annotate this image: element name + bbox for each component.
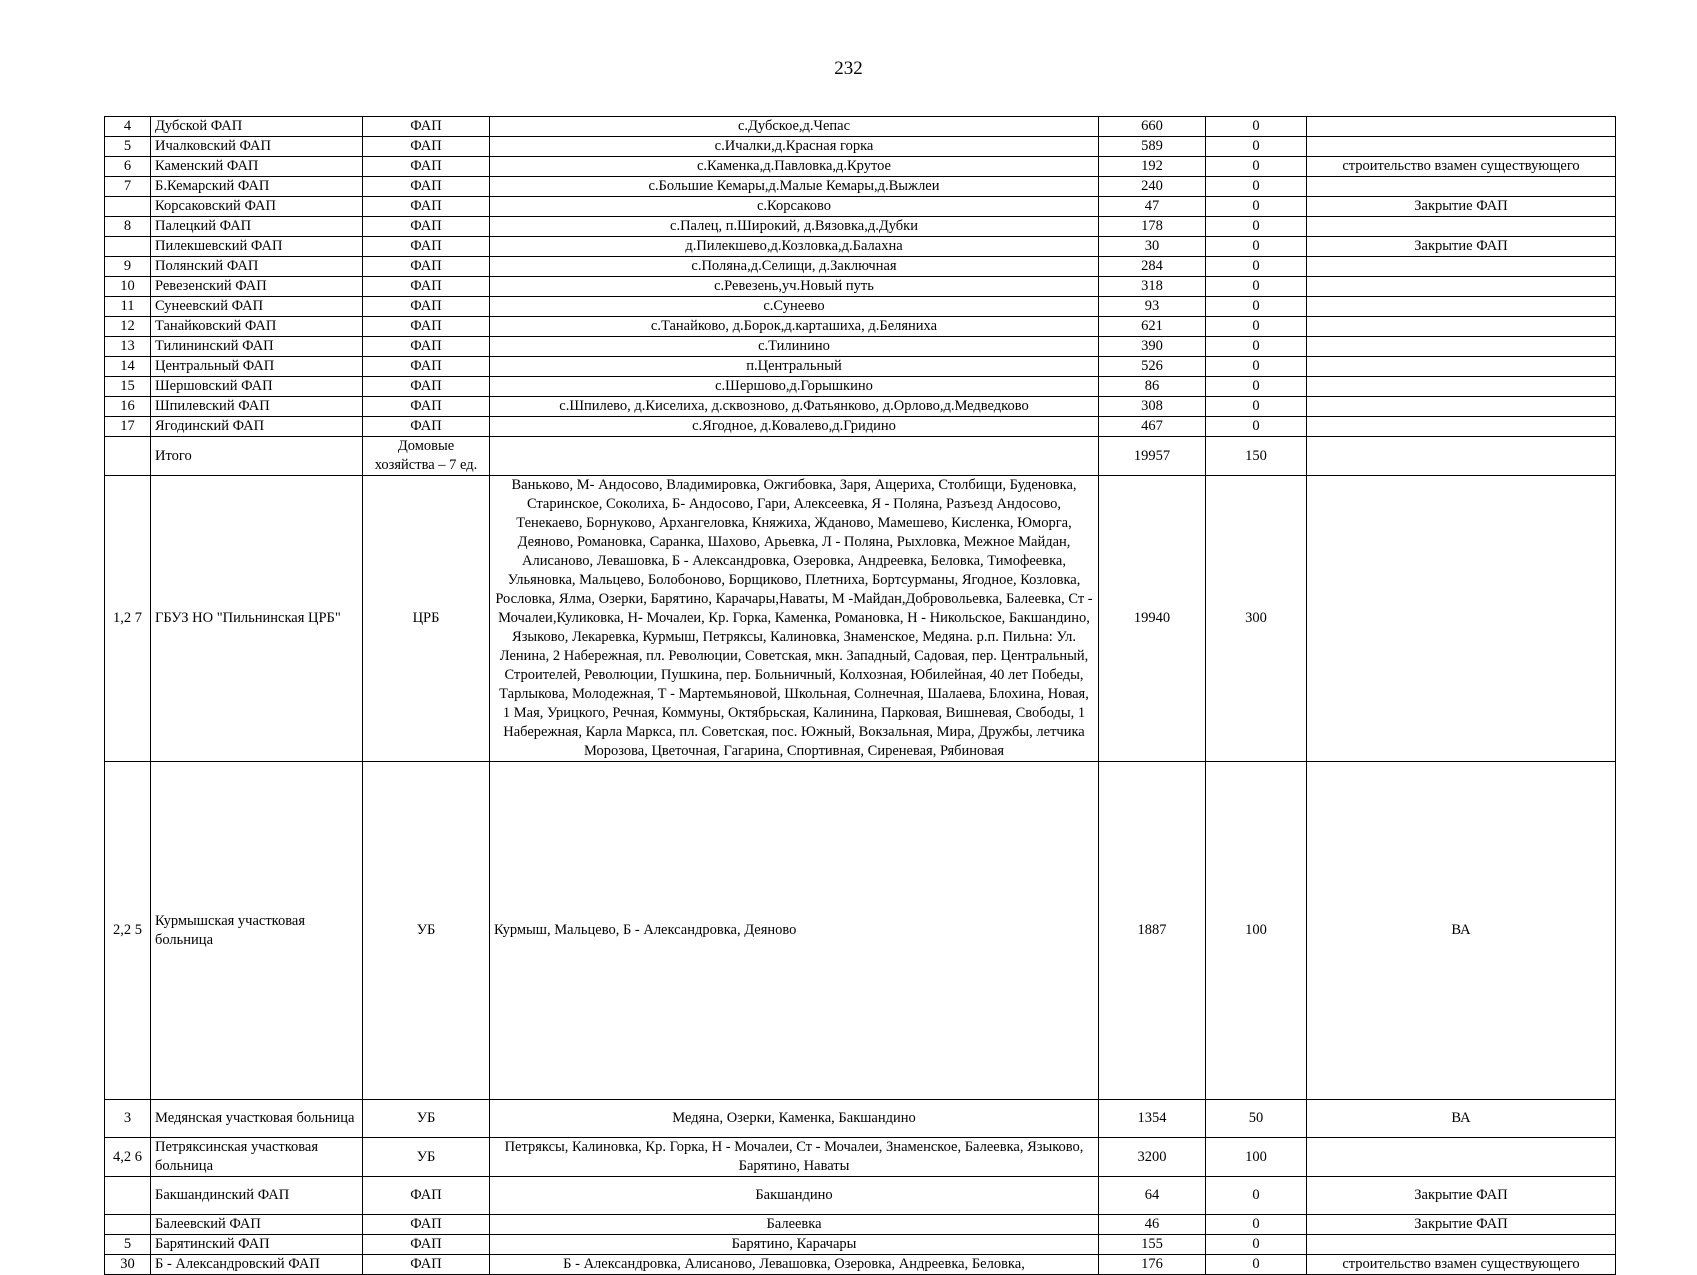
population-cell: 47: [1099, 197, 1206, 217]
note-cell: [1307, 217, 1616, 237]
population-cell: 318: [1099, 277, 1206, 297]
facility-name-cell: Балеевский ФАП: [151, 1215, 363, 1235]
beds-cell: 100: [1206, 762, 1307, 1100]
table-row: [105, 1138, 1616, 1177]
row-number-cell: 1,2 7: [105, 476, 151, 762]
beds-cell: 0: [1206, 157, 1307, 177]
facility-type-cell: ФАП: [363, 337, 490, 357]
facility-type-cell: УБ: [363, 762, 490, 1100]
table-row: [105, 317, 1616, 337]
facility-type-cell: ФАП: [363, 117, 490, 137]
note-cell: [1307, 337, 1616, 357]
facility-name-cell: Палецкий ФАП: [151, 217, 363, 237]
row-number-cell: 3: [105, 1100, 151, 1138]
facility-type-cell: ФАП: [363, 217, 490, 237]
settlements-cell: с.Дубское,д.Чепас: [490, 117, 1099, 137]
population-cell: 64: [1099, 1177, 1206, 1215]
table-row: [105, 357, 1616, 377]
facility-type-cell: ФАП: [363, 157, 490, 177]
facility-name-cell: Ревезенский ФАП: [151, 277, 363, 297]
settlements-cell: с.Корсаково: [490, 197, 1099, 217]
beds-cell: 0: [1206, 377, 1307, 397]
population-cell: 176: [1099, 1255, 1206, 1275]
table-row: [105, 476, 1616, 762]
facility-name-cell: Ичалковский ФАП: [151, 137, 363, 157]
facility-type-cell: ФАП: [363, 377, 490, 397]
settlements-cell: п.Центральный: [490, 357, 1099, 377]
population-cell: 660: [1099, 117, 1206, 137]
beds-cell: 0: [1206, 217, 1307, 237]
table-row: [105, 237, 1616, 257]
facility-type-cell: ФАП: [363, 1177, 490, 1215]
population-cell: 19957: [1099, 437, 1206, 476]
row-number-cell: 12: [105, 317, 151, 337]
row-number-cell: 7: [105, 177, 151, 197]
settlements-cell: с.Тилинино: [490, 337, 1099, 357]
facility-type-cell: ФАП: [363, 197, 490, 217]
row-number-cell: 17: [105, 417, 151, 437]
beds-cell: 0: [1206, 277, 1307, 297]
population-cell: 526: [1099, 357, 1206, 377]
table-row: [105, 437, 1616, 476]
facility-type-cell: ФАП: [363, 237, 490, 257]
settlements-cell: Бакшандино: [490, 1177, 1099, 1215]
table-row: [105, 197, 1616, 217]
settlements-cell: с.Ичалки,д.Красная горка: [490, 137, 1099, 157]
facility-name-cell: Б - Александровский ФАП: [151, 1255, 363, 1275]
note-cell: [1307, 476, 1616, 762]
beds-cell: 0: [1206, 1255, 1307, 1275]
settlements-cell: с.Палец, п.Широкий, д.Вязовка,д.Дубки: [490, 217, 1099, 237]
note-cell: строительство взамен существующего: [1307, 157, 1616, 177]
table-row: [105, 117, 1616, 137]
population-cell: 284: [1099, 257, 1206, 277]
population-cell: 390: [1099, 337, 1206, 357]
beds-cell: 0: [1206, 1235, 1307, 1255]
population-cell: 86: [1099, 377, 1206, 397]
facility-type-cell: ФАП: [363, 297, 490, 317]
table-row: [105, 177, 1616, 197]
row-number-cell: [105, 437, 151, 476]
population-cell: 621: [1099, 317, 1206, 337]
population-cell: 46: [1099, 1215, 1206, 1235]
facility-name-cell: Бакшандинский ФАП: [151, 1177, 363, 1215]
facility-name-cell: Шпилевский ФАП: [151, 397, 363, 417]
row-number-cell: 15: [105, 377, 151, 397]
row-number-cell: 11: [105, 297, 151, 317]
table-row: [105, 217, 1616, 237]
population-cell: 3200: [1099, 1138, 1206, 1177]
note-cell: [1307, 137, 1616, 157]
facility-name-cell: Каменский ФАП: [151, 157, 363, 177]
facility-name-cell: Итого: [151, 437, 363, 476]
facility-type-cell: ФАП: [363, 1215, 490, 1235]
row-number-cell: 5: [105, 137, 151, 157]
note-cell: строительство взамен существующего: [1307, 1255, 1616, 1275]
note-cell: [1307, 117, 1616, 137]
facility-type-cell: ФАП: [363, 417, 490, 437]
facility-name-cell: Полянский ФАП: [151, 257, 363, 277]
note-cell: [1307, 297, 1616, 317]
note-cell: [1307, 417, 1616, 437]
table-row: [105, 157, 1616, 177]
table-row: [105, 397, 1616, 417]
beds-cell: 50: [1206, 1100, 1307, 1138]
row-number-cell: [105, 1177, 151, 1215]
facility-type-cell: ФАП: [363, 177, 490, 197]
row-number-cell: 10: [105, 277, 151, 297]
beds-cell: 0: [1206, 237, 1307, 257]
facility-name-cell: Курмышская участковая больница: [151, 762, 363, 1100]
note-cell: [1307, 277, 1616, 297]
note-cell: [1307, 377, 1616, 397]
table-row: [105, 137, 1616, 157]
beds-cell: 300: [1206, 476, 1307, 762]
beds-cell: 100: [1206, 1138, 1307, 1177]
population-cell: 178: [1099, 217, 1206, 237]
note-cell: [1307, 317, 1616, 337]
settlements-cell: с.Ягодное, д.Ковалево,д.Гридино: [490, 417, 1099, 437]
beds-cell: 0: [1206, 257, 1307, 277]
note-cell: [1307, 1138, 1616, 1177]
population-cell: 192: [1099, 157, 1206, 177]
settlements-cell: с.Поляна,д.Селищи, д.Заключная: [490, 257, 1099, 277]
beds-cell: 0: [1206, 417, 1307, 437]
row-number-cell: 4: [105, 117, 151, 137]
note-cell: [1307, 1235, 1616, 1255]
facility-type-cell: ФАП: [363, 277, 490, 297]
row-number-cell: 4,2 6: [105, 1138, 151, 1177]
facility-type-cell: ФАП: [363, 1235, 490, 1255]
beds-cell: 0: [1206, 297, 1307, 317]
facility-type-cell: ФАП: [363, 1255, 490, 1275]
row-number-cell: [105, 237, 151, 257]
facility-type-cell: ФАП: [363, 317, 490, 337]
note-cell: Закрытие ФАП: [1307, 237, 1616, 257]
population-cell: 19940: [1099, 476, 1206, 762]
facility-name-cell: Центральный ФАП: [151, 357, 363, 377]
table-row: [105, 1255, 1616, 1275]
settlements-cell: Петряксы, Калиновка, Кр. Горка, Н - Мочалеи, Ст - Мочалеи, Знаменское, Балеевка, Языково, Барятино, Наваты: [490, 1138, 1099, 1177]
settlements-cell: Барятино, Карачары: [490, 1235, 1099, 1255]
table-row: [105, 417, 1616, 437]
settlements-cell: с.Сунеево: [490, 297, 1099, 317]
population-cell: 93: [1099, 297, 1206, 317]
note-cell: Закрытие ФАП: [1307, 1215, 1616, 1235]
row-number-cell: 6: [105, 157, 151, 177]
note-cell: Закрытие ФАП: [1307, 1177, 1616, 1215]
facility-type-cell: ЦРБ: [363, 476, 490, 762]
facility-name-cell: Шершовский ФАП: [151, 377, 363, 397]
facility-name-cell: Ягодинский ФАП: [151, 417, 363, 437]
settlements-cell: с.Большие Кемары,д.Малые Кемары,д.Выжлеи: [490, 177, 1099, 197]
settlements-cell: с.Ревезень,уч.Новый путь: [490, 277, 1099, 297]
note-cell: [1307, 257, 1616, 277]
row-number-cell: 14: [105, 357, 151, 377]
settlements-cell: [490, 437, 1099, 476]
beds-cell: 0: [1206, 1177, 1307, 1215]
population-cell: 30: [1099, 237, 1206, 257]
population-cell: 1887: [1099, 762, 1206, 1100]
population-cell: 308: [1099, 397, 1206, 417]
row-number-cell: 2,2 5: [105, 762, 151, 1100]
facility-name-cell: Танайковский ФАП: [151, 317, 363, 337]
facility-type-cell: ФАП: [363, 357, 490, 377]
table-row: [105, 1215, 1616, 1235]
note-cell: Закрытие ФАП: [1307, 197, 1616, 217]
population-cell: 467: [1099, 417, 1206, 437]
row-number-cell: 30: [105, 1255, 151, 1275]
table-row: [105, 762, 1616, 1100]
settlements-cell: д.Пилекшево,д.Козловка,д.Балахна: [490, 237, 1099, 257]
facility-type-cell: Домовые хозяйства – 7 ед.: [363, 437, 490, 476]
note-cell: [1307, 357, 1616, 377]
table-row: [105, 1235, 1616, 1255]
settlements-cell: Б - Александровка, Алисаново, Левашовка, Озеровка, Андреевка, Беловка,: [490, 1255, 1099, 1275]
facility-name-cell: Сунеевский ФАП: [151, 297, 363, 317]
population-cell: 1354: [1099, 1100, 1206, 1138]
page-number: 232: [834, 58, 863, 79]
table-row: [105, 277, 1616, 297]
beds-cell: 0: [1206, 1215, 1307, 1235]
note-cell: [1307, 397, 1616, 417]
settlements-cell: с.Танайково, д.Борок,д.карташиха, д.Беляниха: [490, 317, 1099, 337]
facility-name-cell: Дубской ФАП: [151, 117, 363, 137]
table-row: [105, 257, 1616, 277]
row-number-cell: 16: [105, 397, 151, 417]
facility-type-cell: УБ: [363, 1138, 490, 1177]
facility-type-cell: УБ: [363, 1100, 490, 1138]
facilities-table: [104, 116, 1616, 1275]
row-number-cell: 13: [105, 337, 151, 357]
facility-name-cell: Корсаковский ФАП: [151, 197, 363, 217]
facility-name-cell: Барятинский ФАП: [151, 1235, 363, 1255]
table-row: [105, 377, 1616, 397]
row-number-cell: 8: [105, 217, 151, 237]
settlements-cell: Балеевка: [490, 1215, 1099, 1235]
facility-type-cell: ФАП: [363, 397, 490, 417]
facility-name-cell: Б.Кемарский ФАП: [151, 177, 363, 197]
beds-cell: 0: [1206, 337, 1307, 357]
note-cell: [1307, 177, 1616, 197]
note-cell: ВА: [1307, 762, 1616, 1100]
beds-cell: 0: [1206, 117, 1307, 137]
settlements-cell: с.Шпилево, д.Киселиха, д.сквозново, д.Фатьянково, д.Орлово,д.Медведково: [490, 397, 1099, 417]
note-cell: ВА: [1307, 1100, 1616, 1138]
beds-cell: 0: [1206, 177, 1307, 197]
beds-cell: 0: [1206, 397, 1307, 417]
population-cell: 589: [1099, 137, 1206, 157]
facility-type-cell: ФАП: [363, 137, 490, 157]
facility-name-cell: ГБУЗ НО "Пильнинская ЦРБ": [151, 476, 363, 762]
settlements-cell: Медяна, Озерки, Каменка, Бакшандино: [490, 1100, 1099, 1138]
row-number-cell: 9: [105, 257, 151, 277]
note-cell: [1307, 437, 1616, 476]
table-row: [105, 297, 1616, 317]
facility-name-cell: Тилининский ФАП: [151, 337, 363, 357]
beds-cell: 150: [1206, 437, 1307, 476]
facility-type-cell: ФАП: [363, 257, 490, 277]
table-row: [105, 1100, 1616, 1138]
settlements-cell: с.Каменка,д.Павловка,д.Крутое: [490, 157, 1099, 177]
facility-name-cell: Пилекшевский ФАП: [151, 237, 363, 257]
beds-cell: 0: [1206, 357, 1307, 377]
beds-cell: 0: [1206, 197, 1307, 217]
facility-name-cell: Медянская участковая больница: [151, 1100, 363, 1138]
population-cell: 155: [1099, 1235, 1206, 1255]
settlements-cell: Ваньково, М- Андосово, Владимировка, Ожгибовка, Заря, Ащериха, Столбищи, Буденовка, Старинское, Соколиха, Б- Андосово, Гари, Алексеевка, Я - Поляна, Разъезд Андосово, Тенекаево, Борнуково, Архангеловка, Княжиха, Жданово, Мамешево, Кисленка, Юморга, Деяново, Романовка, Саранка, Шахово, Арьевка, Л - Поляна, Рыхловка, Межное Майдан, Алисаново, Левашовка, Б - Александровка, Озеровка, Андреевка, Беловка, Тимофеевка, Ульяновка, Мальцево, Болобоново, Борщиково, Плетниха, Бортсурманы, Ягодное, Козловка, Рословка, Ялма, Озерки, Барятино, Карачары,Наваты, М -Майдан,Добровольевка, Балеевка, Ст - Мочалеи,Куликовка, Н- Мочалеи, Кр. Горка, Каменка, Романовка, Н - Никольское, Бакшандино, Языково, Лекаревка, Курмыш, Петряксы, Калиновка, Знаменское, Медяна. р.п. Пильна: Ул. Ленина, 2 Набережная, пл. Революции, Советская, мкн. Западный, Садовая, пер. Центральный, Строителей, Революции, Пушкина, пер. Больничный, Колхозная, Юбилейная, 40 лет Победы, Тарлыкова, Молодежная, Т - Мартемьяновой, Школьная, Солнечная, Шалаева, Блохина, Новая, 1 Мая, Урицкого, Речная, Коммуны, Октябрьская, Калинина, Парковая, Вишневая, Свободы, 1 Набережная, Карла Маркса, пл. Советская, пос. Южный, Вокзальная, Мира, Дружбы, летчика Морозова, Цветочная, Гагарина, Спортивная, Сиреневая, Рябиновая: [490, 476, 1099, 762]
settlements-cell: Курмыш, Мальцево, Б - Александровка, Деяново: [490, 762, 1099, 1100]
population-cell: 240: [1099, 177, 1206, 197]
table-row: [105, 337, 1616, 357]
beds-cell: 0: [1206, 137, 1307, 157]
facility-name-cell: Петряксинская участковая больница: [151, 1138, 363, 1177]
row-number-cell: 5: [105, 1235, 151, 1255]
row-number-cell: [105, 197, 151, 217]
row-number-cell: [105, 1215, 151, 1235]
beds-cell: 0: [1206, 317, 1307, 337]
table-row: [105, 1177, 1616, 1215]
settlements-cell: с.Шершово,д.Горышкино: [490, 377, 1099, 397]
